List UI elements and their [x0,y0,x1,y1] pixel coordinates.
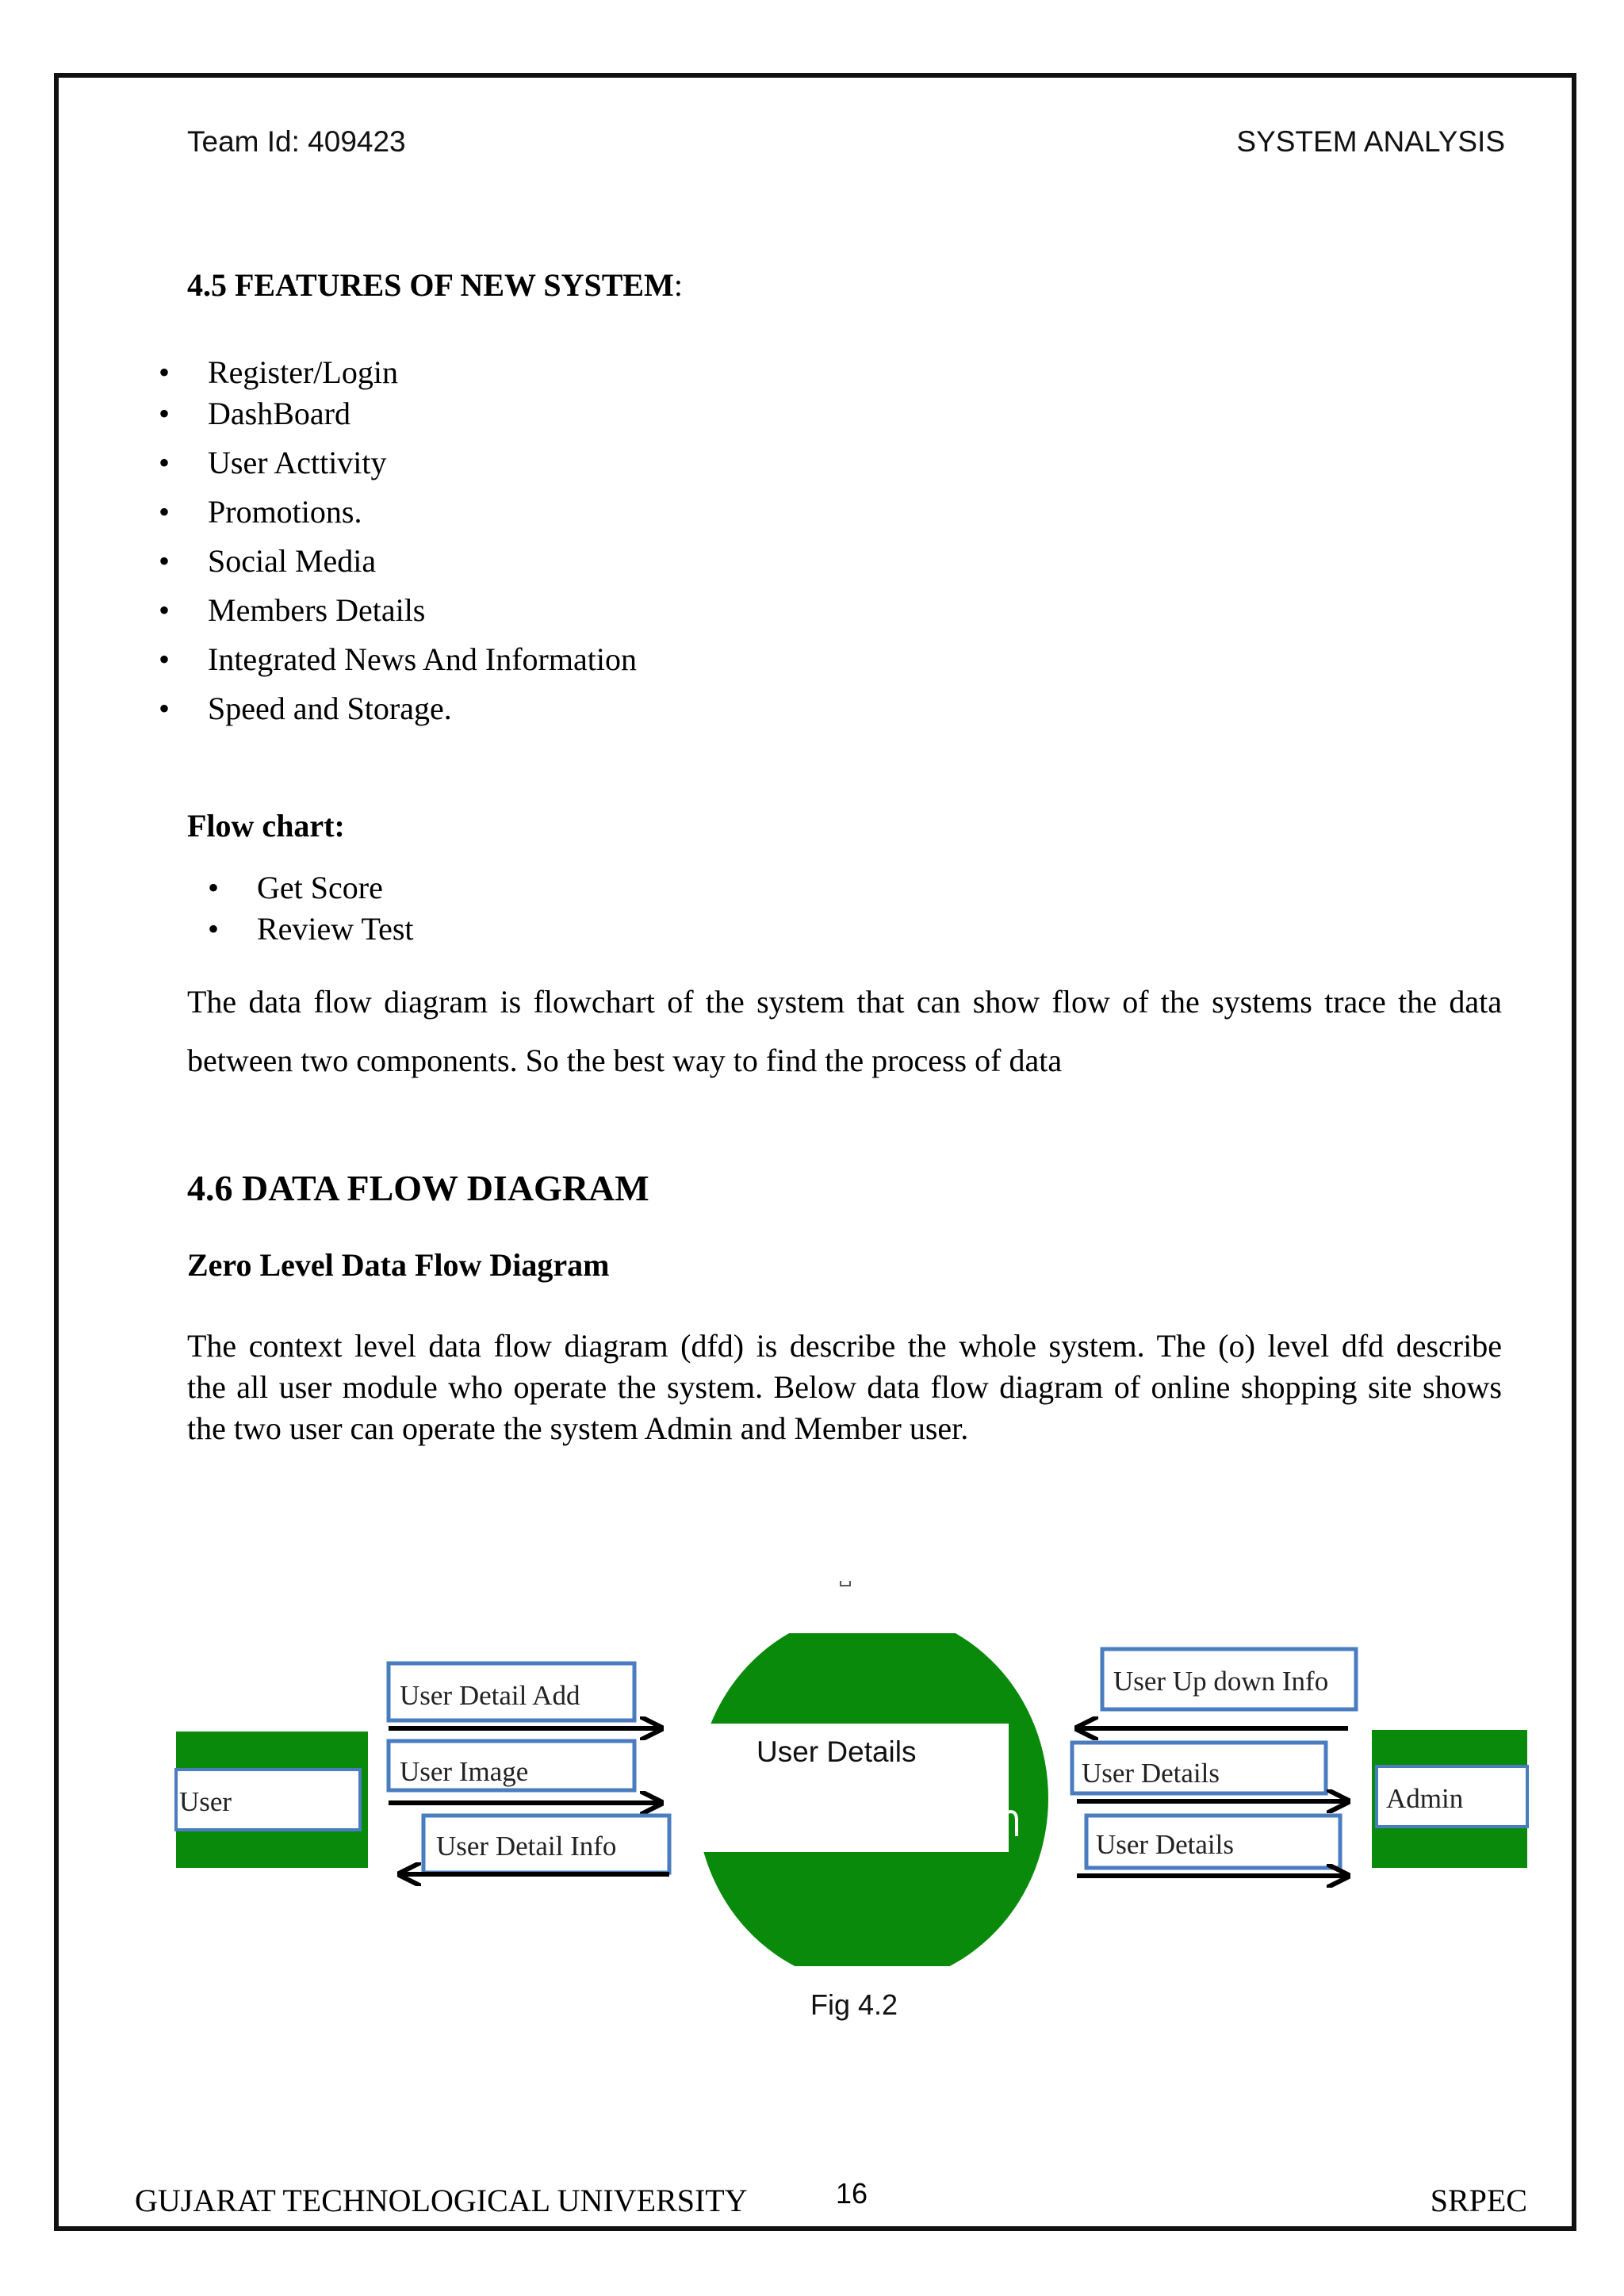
figure-caption: Fig 4.2 [810,1988,898,2021]
small-mark [841,1581,850,1586]
team-id: Team Id: 409423 [187,125,406,158]
dfd-paragraph-line1: The context level data flow diagram (dfd) is describe the whole system. The (o) level dfd describe [187,1328,1502,1364]
flow-paragraph-line2: between two components. So the best way to find the process of data [187,1043,1063,1078]
footer-college: SRPEC [1430,2183,1527,2218]
section-title: SYSTEM ANALYSIS [1236,125,1505,158]
features-heading: 4.5 FEATURES OF NEW SYSTEM: [187,267,683,303]
process-label: User Details [756,1735,917,1768]
flow-label-user-details-1: User Details [1082,1758,1220,1789]
user-entity-label: User [179,1786,232,1817]
dfd-heading: 4.6 DATA FLOW DIAGRAM [187,1168,649,1208]
flow-label-user-detail-info: User Detail Info [436,1831,617,1862]
flow-label-user-detail-add: User Detail Add [400,1680,580,1711]
page-number: 16 [836,2177,868,2210]
admin-entity-label: Admin [1386,1783,1464,1814]
flow-paragraph-line1: The data flow diagram is flowchart of the system that can show flow of the systems trace the data [187,984,1502,1020]
dfd-paragraph-line3: the two user can operate the system Admin and Member user. [187,1410,969,1446]
dfd-paragraph-line2: the all user module who operate the system. Below data flow diagram of online shopping site shows [187,1369,1502,1405]
flow-chart-heading: Flow chart: [187,808,345,844]
flow-label-user-up-down-info: User Up down Info [1113,1666,1329,1697]
flow-label-user-details-2: User Details [1096,1829,1234,1860]
footer-university: GUJARAT TECHNOLOGICAL UNIVERSITY [135,2183,748,2218]
flow-label-user-image: User Image [400,1756,529,1787]
dfd-subheading: Zero Level Data Flow Diagram [187,1247,610,1283]
